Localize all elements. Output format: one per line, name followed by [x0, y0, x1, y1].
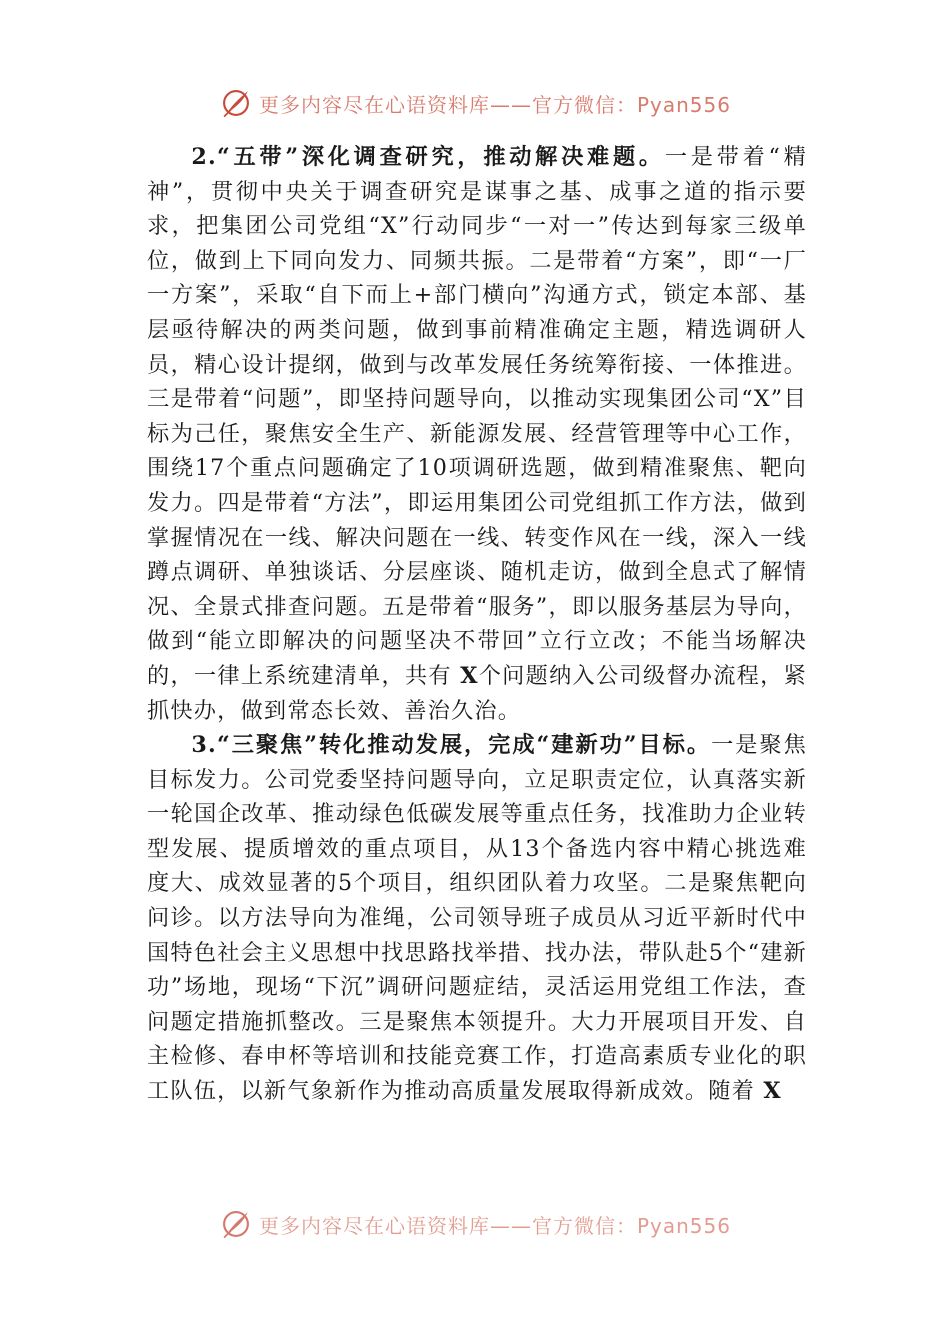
watermark-footer	[0, 1207, 950, 1241]
paragraph-2-bold-x: X	[763, 1078, 782, 1105]
document-body	[147, 140, 807, 1109]
paragraph-1-text-after: 个问题纳入公司级督办流程，紧抓快办，做到常态长效、善治久治。	[147, 662, 807, 724]
watermark-text: 更多内容尽在心语资料库——官方微信：Pyan556	[258, 1213, 731, 1238]
paragraph-1-heading: 2.“五带”深化调查研究，推动解决难题。	[191, 144, 665, 170]
watermark-header	[0, 86, 950, 120]
paragraph-1-text: 一是带着“精神”，贯彻中央关于调查研究是谋事之基、成事之道的指示要求，把集团公司党组“X”行动同步“一对一”传达到每家三级单位，做到上下同向发力、同频共振。二是带着“方案”，即“一厂一方案”，采取“自下而上+部门横向”沟通方式，锁定本部、基层亟待解决的两类问题，做到事前精准确定主题，精选调研人员，精心设计提纲，做到与改革发展任务统筹衔接、一体推进。三是带着“问题”，即坚持问题导向，以推动实现集团公司“X”目标为己任，聚焦安全生产、新能源发展、经营管理等中心工作，围绕17个重点问题确定了10项调研选题，做到精准聚焦、靶向发力。四是带着“方法”，即运用集团公司党组抓工作方法，做到掌握情况在一线、解决问题在一线、转变作风在一线，深入一线蹲点调研、单独谈话、分层座谈、随机走访，做到全息式了解情况、全景式排查问题。五是带着“服务”，即以服务基层为导向，做到“能立即解决的问题坚决不带回”立行立改；不能当场解决的，一律上系统建清单，共有	[147, 144, 807, 689]
paragraph-1-bold-x: X	[460, 662, 479, 689]
quill-logo-icon	[219, 86, 253, 120]
paragraph-2	[147, 728, 807, 1109]
paragraph-1	[147, 140, 807, 728]
paragraph-2-text: 一是聚焦目标发力。公司党委坚持问题导向，立足职责定位，认真落实新一轮国企改革、推动绿色低碳发展等重点任务，找准助力企业转型发展、提质增效的重点项目，从13个备选内容中精心挑选难度大、成效显著的5个项目，组织团队着力攻坚。二是聚焦靶向问诊。以方法导向为准绳，公司领导班子成员从习近平新时代中国特色社会主义思想中找思路找举措、找办法，带队赴5个“建新功”场地，现场“下沉”调研问题症结，灵活运用党组工作法，查问题定措施抓整改。三是聚焦本领提升。大力开展项目开发、自主检修、春申杯等培训和技能竞赛工作，打造高素质专业化的职工队伍，以新气象新作为推动高质量发展取得新成效。随着	[147, 732, 807, 1105]
quill-logo-icon	[219, 1207, 253, 1241]
paragraph-2-heading: 3.“三聚焦”转化推动发展，完成“建新功”目标。	[191, 732, 712, 759]
watermark-text: 更多内容尽在心语资料库——官方微信：Pyan556	[258, 92, 731, 117]
